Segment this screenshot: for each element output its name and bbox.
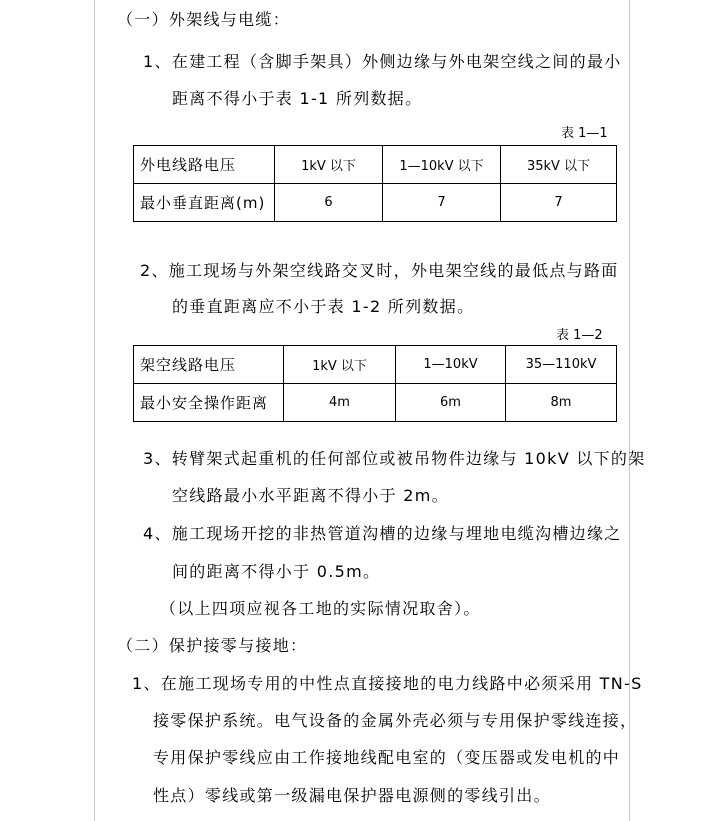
paragraph-line: 间的距离不得小于 0.5m。 (172, 562, 381, 581)
table-cell: 最小垂直距离(m) (134, 184, 275, 222)
table-row (134, 146, 617, 184)
paragraph-line: 4、施工现场开挖的非热管道沟槽的边缘与埋地电缆沟槽边缘之 (143, 524, 622, 543)
table-row (134, 384, 617, 422)
table-cell: 6 (275, 184, 383, 222)
section-heading: （一）外架线与电缆： (117, 10, 291, 29)
data-table (133, 345, 617, 422)
paragraph-line: 接零保护系统。电气设备的金属外壳必须与专用保护零线连接， (153, 711, 638, 730)
table-cell: 外电线路电压 (134, 146, 275, 184)
paragraph-line: 空线路最小水平距离不得小于 2m。 (172, 486, 449, 505)
table-cell: 6m (396, 384, 506, 422)
table-cell: 1—10kV 以下 (383, 146, 501, 184)
table-caption: 表 1—2 (556, 328, 603, 343)
note-line: （以上四项应视各工地的实际情况取舍）。 (160, 599, 481, 618)
paragraph-line: 2、施工现场与外架空线路交叉时，外电架空线的最低点与路面 (140, 261, 619, 280)
paragraph-line: 的垂直距离应不小于表 1-2 所列数据。 (172, 297, 475, 316)
table-cell: 8m (506, 384, 617, 422)
table-row (134, 184, 617, 222)
data-table (133, 145, 617, 222)
paragraph-line: 3、转臂架式起重机的任何部位或被吊物件边缘与 10kV 以下的架 (143, 449, 646, 468)
table-caption: 表 1—1 (561, 126, 608, 141)
table-cell: 4m (284, 384, 396, 422)
paragraph-line: 性点）零线或第一级漏电保护器电源侧的零线引出。 (153, 786, 551, 805)
page-edge-left (94, 0, 95, 821)
paragraph-line: 距离不得小于表 1-1 所列数据。 (172, 89, 423, 108)
paragraph-line: 1、在施工现场专用的中性点直接接地的电力线路中必须采用 TN-S (132, 674, 643, 693)
page-edge-right (629, 0, 630, 821)
table-cell: 最小安全操作距离 (134, 384, 284, 422)
table-cell: 1—10kV (396, 346, 506, 384)
table-cell: 1kV 以下 (284, 346, 396, 384)
table-cell: 35kV 以下 (501, 146, 617, 184)
paragraph-line: 1、在建工程（含脚手架具）外侧边缘与外电架空线之间的最小 (143, 52, 622, 71)
paragraph-line: 专用保护零线应由工作接地线配电室的（变压器或发电机的中 (153, 748, 621, 767)
table-cell: 7 (501, 184, 617, 222)
table-cell: 7 (383, 184, 501, 222)
table-cell: 35—110kV (506, 346, 617, 384)
table-cell: 架空线路电压 (134, 346, 284, 384)
table-cell: 1kV 以下 (275, 146, 383, 184)
section-heading: （二）保护接零与接地： (117, 636, 308, 655)
table-row (134, 346, 617, 384)
